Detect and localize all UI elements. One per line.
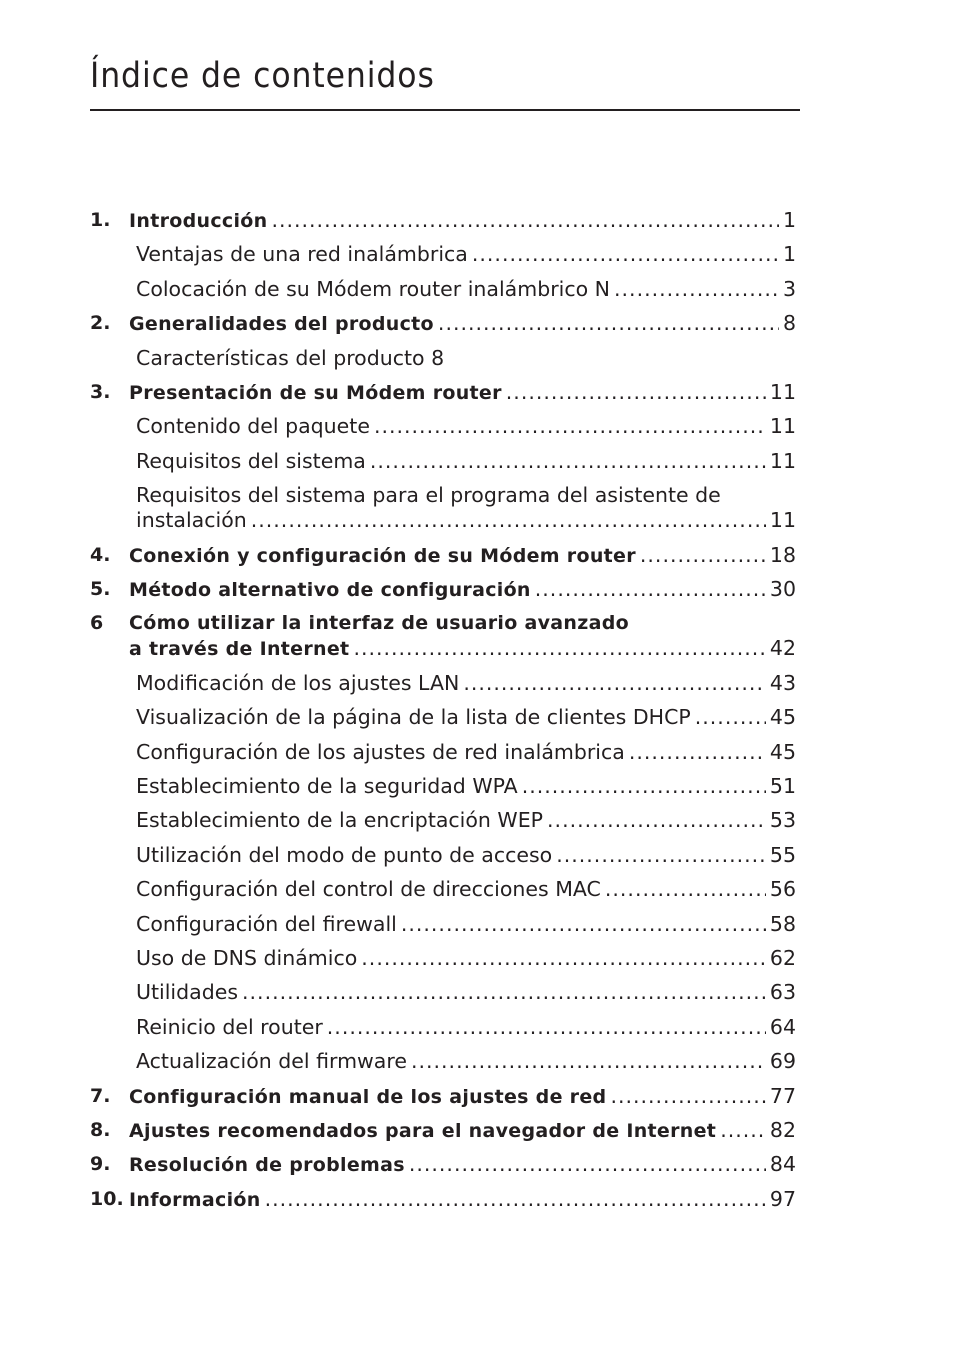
- dot-leader: [463, 666, 766, 700]
- toc-page-number: 55: [769, 842, 796, 867]
- toc-section-entry[interactable]: [90, 872, 796, 906]
- toc-chapter-entry[interactable]: [90, 1182, 796, 1216]
- toc-section-entry[interactable]: [90, 907, 796, 941]
- toc-entry-title: Resolución de problemas: [129, 1154, 405, 1177]
- toc-entry-number: 7.: [90, 1084, 111, 1107]
- toc-section-entry[interactable]: [90, 700, 796, 734]
- toc-section-entry[interactable]: [90, 735, 796, 769]
- toc-section-entry[interactable]: [90, 444, 796, 478]
- toc-section-entry[interactable]: [90, 478, 796, 538]
- dot-leader: [327, 1010, 766, 1044]
- toc-entry-title: a través de Internet: [129, 638, 350, 661]
- toc-section-entry[interactable]: [90, 941, 796, 975]
- toc-entry-title: Configuración de los ajustes de red inalámbrica: [136, 739, 625, 764]
- dot-leader: [556, 838, 766, 872]
- dot-leader: [271, 203, 779, 237]
- toc-entry-number: 1.: [90, 209, 111, 231]
- toc-entry-title: Colocación de su Módem router inalámbrico N: [136, 276, 611, 301]
- toc-page-number: 1: [782, 208, 796, 232]
- toc-page-number: 77: [769, 1083, 796, 1108]
- toc-entry-number: 3.: [90, 380, 111, 403]
- toc-entry-title: Introducción: [129, 210, 268, 232]
- toc-page-number: 82: [769, 1117, 796, 1142]
- toc-entry-number: 2.: [90, 312, 111, 335]
- title-divider: [90, 109, 800, 111]
- toc-entry-title: Contenido del paquete: [136, 414, 370, 439]
- toc-chapter-entry[interactable]: [90, 538, 796, 572]
- toc-page-number: 11: [769, 448, 796, 473]
- toc-page-number: 43: [769, 670, 796, 695]
- toc-chapter-entry[interactable]: [90, 203, 796, 237]
- toc-entry-title: Reinicio del router: [136, 1014, 323, 1039]
- toc-page-number: 63: [769, 980, 796, 1005]
- dot-leader: [242, 975, 766, 1009]
- dot-leader: [361, 941, 766, 975]
- dot-leader: [522, 769, 766, 803]
- toc-page-number: 8: [782, 311, 796, 336]
- toc-page-number: 30: [769, 577, 796, 602]
- dot-leader: [629, 735, 766, 769]
- toc-entry-title: Generalidades del producto: [129, 313, 434, 336]
- toc-entry-title: Conexión y configuración de su Módem router: [129, 544, 636, 567]
- toc-entry-number: 5.: [90, 578, 111, 601]
- dot-leader: [370, 444, 766, 478]
- toc-section-entry[interactable]: [90, 237, 796, 271]
- toc-entry-number: 8.: [90, 1118, 111, 1141]
- dot-leader: [438, 306, 779, 340]
- toc-entry-title: Utilidades: [136, 980, 239, 1005]
- toc-entry-title: Actualización del firmware: [136, 1049, 407, 1074]
- toc-entry-title: Uso de DNS dinámico: [136, 946, 358, 971]
- toc-page-number: 11: [769, 508, 796, 533]
- toc-entry-title: Método alternativo de configuración: [129, 579, 531, 602]
- toc-entry-title: Configuración del control de direcciones MAC: [136, 877, 601, 902]
- toc-section-entry[interactable]: [90, 1010, 796, 1044]
- toc-entry-title: Ajustes recomendados para el navegador de Internet: [129, 1119, 717, 1142]
- toc-chapter-entry[interactable]: [90, 1147, 796, 1181]
- dot-leader: [506, 375, 766, 409]
- dot-leader: [401, 907, 766, 941]
- toc-page-number: 1: [782, 242, 796, 267]
- toc-section-entry[interactable]: [90, 272, 796, 306]
- toc-page-number: 58: [769, 911, 796, 936]
- toc-page-number: 64: [769, 1014, 796, 1039]
- dot-leader: [610, 1079, 765, 1113]
- dot-leader: [411, 1044, 766, 1078]
- toc-entry-title: Configuración manual de los ajustes de red: [129, 1085, 607, 1108]
- toc-entry-number: 9.: [90, 1153, 111, 1176]
- toc-page-number: 3: [782, 276, 796, 301]
- toc-entry-title: Visualización de la página de la lista de clientes DHCP: [136, 705, 691, 730]
- dot-leader: [547, 803, 766, 837]
- toc-page-number: 84: [769, 1152, 796, 1177]
- toc-page-number: 56: [769, 877, 796, 902]
- toc-page-number: 11: [769, 414, 796, 439]
- toc-section-entry[interactable]: [90, 975, 796, 1009]
- toc-page-number: 53: [769, 808, 796, 833]
- toc-chapter-entry[interactable]: [90, 375, 796, 409]
- dot-leader: [251, 503, 766, 537]
- toc-entry-title: Establecimiento de la encriptación WEP: [136, 808, 544, 833]
- toc-entry-title: Presentación de su Módem router: [129, 381, 502, 404]
- toc-entry-title: Modificación de los ajustes LAN: [136, 670, 460, 695]
- dot-leader: [409, 1147, 766, 1181]
- toc-page-number: 62: [769, 946, 796, 971]
- toc-entry-title: Establecimiento de la seguridad WPA: [136, 774, 518, 799]
- toc-chapter-entry[interactable]: [90, 1113, 796, 1147]
- table-of-contents: [90, 203, 796, 1216]
- toc-section-entry[interactable]: [90, 341, 796, 375]
- toc-chapter-entry[interactable]: [90, 1079, 796, 1113]
- page-title: Índice de contenidos: [90, 56, 435, 96]
- dot-leader: [353, 631, 765, 665]
- toc-section-entry[interactable]: [90, 838, 796, 872]
- dot-leader: [535, 572, 766, 606]
- dot-leader: [640, 538, 766, 572]
- dot-leader: [605, 872, 766, 906]
- dot-leader: [265, 1182, 766, 1216]
- toc-page-number: 45: [769, 739, 796, 764]
- toc-page-number: 42: [769, 636, 796, 661]
- dot-leader: [695, 700, 766, 734]
- toc-chapter-entry[interactable]: [90, 572, 796, 606]
- toc-section-entry[interactable]: [90, 803, 796, 837]
- toc-section-entry[interactable]: [90, 769, 796, 803]
- toc-section-entry[interactable]: [90, 1044, 796, 1078]
- toc-page-number: 45: [769, 705, 796, 730]
- toc-page-number: 97: [769, 1186, 796, 1211]
- toc-entry-number: 10.: [90, 1187, 124, 1210]
- dot-leader: [472, 237, 779, 271]
- dot-leader: [614, 272, 779, 306]
- toc-page-number: 11: [769, 379, 796, 404]
- toc-entry-title: Características del producto 8: [136, 345, 445, 370]
- toc-chapter-entry[interactable]: [90, 606, 796, 666]
- toc-section-entry[interactable]: [90, 409, 796, 443]
- toc-page-number: 18: [769, 542, 796, 567]
- toc-entry-title-line: Requisitos del sistema para el programa del asistente de: [136, 483, 721, 508]
- toc-entry-number: 4.: [90, 543, 111, 566]
- dot-leader: [720, 1113, 766, 1147]
- dot-leader: [374, 409, 766, 443]
- toc-page-number: 51: [769, 774, 796, 799]
- toc-entry-title-line: Cómo utilizar la interfaz de usuario avanzado: [129, 612, 629, 635]
- toc-page-number: 69: [769, 1049, 796, 1074]
- toc-entry-title: Información: [129, 1188, 261, 1211]
- toc-entry-title: Configuración del firewall: [136, 911, 397, 936]
- toc-entry-number: 6: [90, 612, 104, 635]
- toc-entry-title: Requisitos del sistema: [136, 448, 366, 473]
- toc-section-entry[interactable]: [90, 666, 796, 700]
- toc-entry-title: Utilización del modo de punto de acceso: [136, 842, 553, 867]
- toc-entry-title: Ventajas de una red inalámbrica: [136, 242, 468, 267]
- toc-chapter-entry[interactable]: [90, 306, 796, 340]
- toc-entry-title: instalación: [136, 508, 247, 533]
